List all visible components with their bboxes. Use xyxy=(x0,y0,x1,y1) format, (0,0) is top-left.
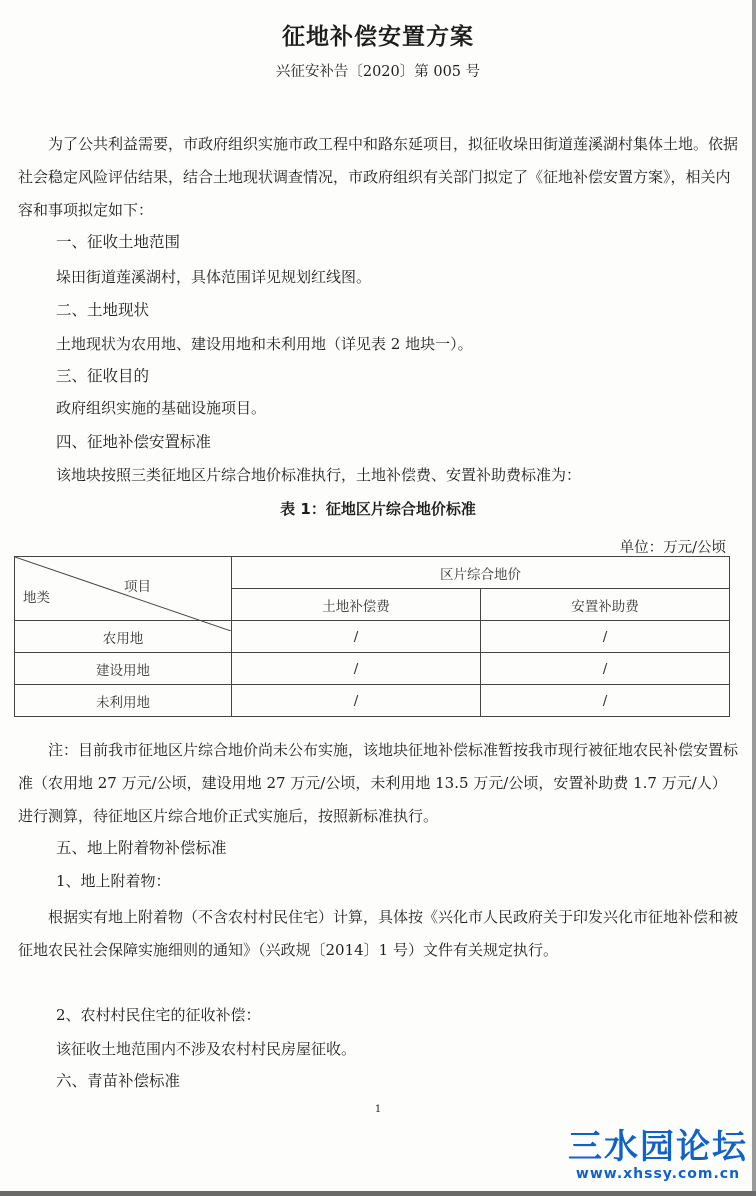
land-price-table xyxy=(14,556,730,717)
row-value-subsidy: / xyxy=(481,685,730,717)
row-value-land: / xyxy=(232,621,481,653)
scan-edge-right xyxy=(752,0,756,1196)
table-row xyxy=(15,685,730,717)
section-2-heading: 二、土地现状 xyxy=(56,301,150,319)
group-header: 区片综合地价 xyxy=(232,557,730,589)
corner-label-category: 地类 xyxy=(23,590,50,606)
row-label: 未利用地 xyxy=(15,685,232,717)
section-1-heading: 一、征收土地范围 xyxy=(56,233,181,251)
section-1-text: 垛田街道莲溪湖村，具体范围详见规划红线图。 xyxy=(56,268,372,286)
section-3-text: 政府组织实施的基础设施项目。 xyxy=(56,399,267,417)
scan-edge-bottom xyxy=(0,1191,756,1196)
table-row xyxy=(15,653,730,685)
document-number: 兴征安补告〔2020〕第 005 号 xyxy=(275,64,481,80)
intro-paragraph: 为了公共利益需要，市政府组织实施市政工程中和路东延项目，拟征收垛田街道莲溪湖村集体土地。依据社会稳定风险评估结果，结合土地现状调查情况，市政府组织有关部门拟定了《征地补偿安置方案》，相关内容和事项拟定如下： xyxy=(18,135,739,219)
table-corner-cell xyxy=(15,557,232,621)
section-5-1-label: 1、地上附着物： xyxy=(56,872,171,890)
table-note: 注：目前我市征地区片综合地价尚未公布实施，该地块征地补偿标准暂按我市现行被征地农民补偿安置标准（农用地 27 万元/公顷，建设用地 27 万元/公顷，未利用地 13.5 万元/公顷，安置补助费 1.7 万元/人）进行测算，待征地区片综合地价正式实施后，按照新标准执行。 xyxy=(18,741,739,825)
watermark-logo xyxy=(568,1128,748,1182)
document-title: 征地补偿安置方案 xyxy=(282,24,474,50)
section-2-text: 土地现状为农用地、建设用地和未利用地（详见表 2 地块一）。 xyxy=(56,335,473,353)
header-resettlement-subsidy: 安置补助费 xyxy=(481,589,730,621)
row-label: 建设用地 xyxy=(15,653,232,685)
section-4-heading: 四、征地补偿安置标准 xyxy=(56,433,212,451)
section-6-heading: 六、青苗补偿标准 xyxy=(56,1072,181,1090)
table-caption: 表 1：征地区片综合地价标准 xyxy=(280,500,476,518)
page-number: 1 xyxy=(374,1104,382,1115)
row-value-subsidy: / xyxy=(481,621,730,653)
table-unit: 单位：万元/公顷 xyxy=(619,540,726,556)
watermark-url: www.xhssy.com.cn xyxy=(575,1166,741,1182)
section-5-2-label: 2、农村村民住宅的征收补偿： xyxy=(56,1006,261,1024)
watermark-name: 三水园论坛 xyxy=(568,1127,748,1167)
section-5-2-text: 该征收土地范围内不涉及农村村民房屋征收。 xyxy=(56,1040,357,1058)
section-4-text: 该地块按照三类征地区片综合地价标准执行，土地补偿费、安置补助费标准为： xyxy=(56,466,582,484)
row-label: 农用地 xyxy=(15,621,232,653)
row-value-land: / xyxy=(232,653,481,685)
section-3-heading: 三、征收目的 xyxy=(56,367,150,385)
section-5-heading: 五、地上附着物补偿标准 xyxy=(56,839,227,857)
row-value-subsidy: / xyxy=(481,653,730,685)
row-value-land: / xyxy=(232,685,481,717)
header-land-compensation: 土地补偿费 xyxy=(232,589,481,621)
section-5-1-text: 根据实有地上附着物（不含农村村民住宅）计算，具体按《兴化市人民政府关于印发兴化市征地补偿和被征地农民社会保障实施细则的通知》（兴政规〔2014〕1 号）文件有关规定执行。 xyxy=(18,908,739,959)
corner-label-item: 项目 xyxy=(124,579,151,595)
